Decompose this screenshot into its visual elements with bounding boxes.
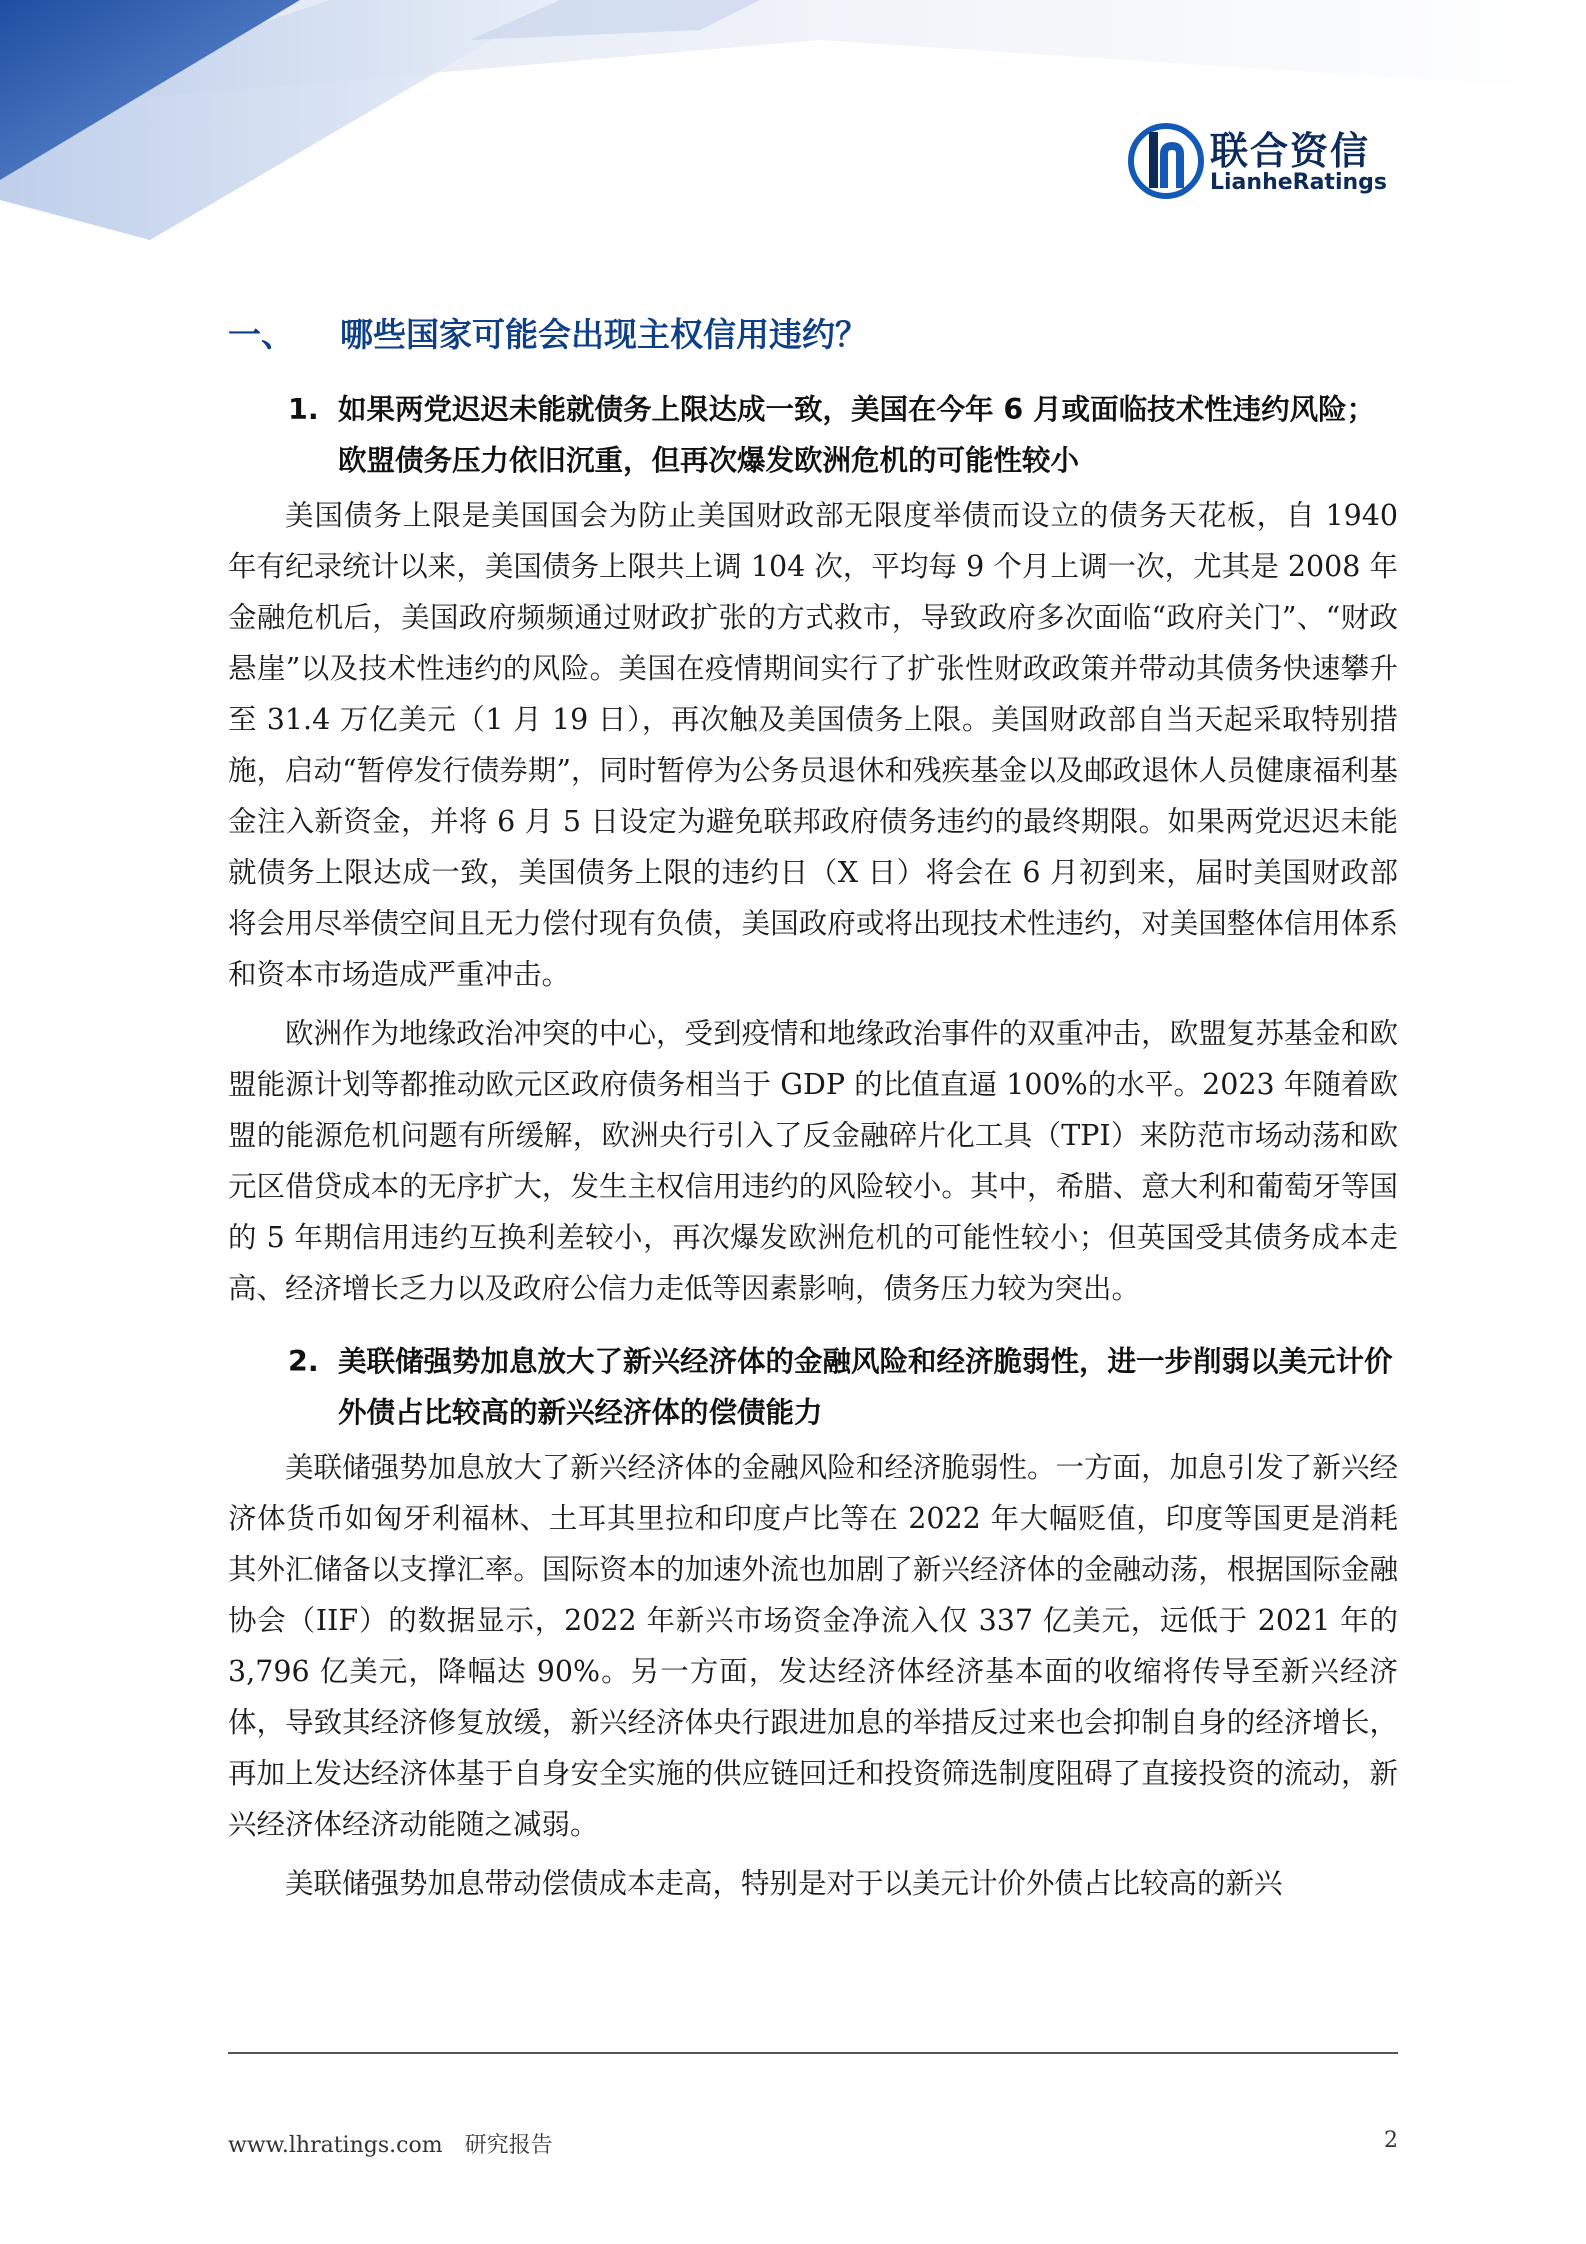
subsection-number-2: 2. (288, 1345, 319, 1378)
logo-name-cn: 联合资信 (1210, 129, 1371, 173)
logo-mark-icon (1128, 118, 1204, 204)
paragraph-us-debt-ceiling: 美国债务上限是美国国会为防止美国财政部无限度举债而设立的债务天花板，自 1940 年有纪录统计以来，美国债务上限共上调 104 次，平均每 9 个月上调一次，尤其是 2008 年金融危机后，美国政府频频通过财政扩张的方式救市，导致政府多次面临“政府关门”、“财政悬崖”以及技术性违约的风险。美国在疫情期间实行了扩张性财政政策并带动其债务快速攀升至 31.4 万亿美元（1 月 19 日），再次触及美国债务上限。美国财政部自当天起采取特别措施，启动“暂停发行债券期”，同时暂停为公务员退休和残疾基金以及邮政退休人员健康福利基金注入新资金，并将 6 月 5 日设定为避免联邦政府债务违约的最终期限。如果两党迟迟未能就债务上限达成一致，美国债务上限的违约日（X 日）将会在 6 月初到来，届时美国财政部将会用尽举债空间且无力偿付现有负债，美国政府或将出现技术性违约，对美国整体信用体系和资本市场造成严重冲击。 (228, 499, 1398, 991)
paragraph-europe-debt: 欧洲作为地缘政治冲突的中心，受到疫情和地缘政治事件的双重冲击，欧盟复苏基金和欧盟能源计划等都推动欧元区政府债务相当于 GDP 的比值直逼 100%的水平。2023 年随着欧盟的能源危机问题有所缓解，欧洲央行引入了反金融碎片化工具（TPI）来防范市场动荡和欧元区借贷成本的无序扩大，发生主权信用违约的风险较小。其中，希腊、意大利和葡萄牙等国的 5 年期信用违约互换利差较小，再次爆发欧洲危机的可能性较小；但英国受其债务成本走高、经济增长乏力以及政府公信力走低等因素影响，债务压力较为突出。 (228, 1017, 1398, 1305)
document-body (228, 306, 1398, 1917)
subsection-title-1: 如果两党迟迟未能就债务上限达成一致，美国在今年 6 月或面临技术性违约风险；欧盟债务压力依旧沉重，但再次爆发欧洲危机的可能性较小 (338, 393, 1376, 477)
logo-name-en: LianheRatings (1210, 170, 1387, 195)
paragraph-debt-service-cost: 美联储强势加息带动偿债成本走高，特别是对于以美元计价外债占比较高的新兴 (285, 1867, 1283, 1900)
footer-doc-type: 研究报告 (464, 2133, 553, 2158)
lianhe-ratings-logo (1128, 118, 1418, 208)
footer-website-link[interactable]: www.lhratings.com (228, 2133, 443, 2158)
page-number: 2 (1384, 2128, 1398, 2153)
subsection-number-1: 1. (288, 393, 319, 426)
subsection-heading-1 (288, 384, 1398, 486)
subsection-heading-2 (288, 1336, 1398, 1438)
subsection-title-2: 美联储强势加息放大了新兴经济体的金融风险和经济脆弱性，进一步削弱以美元计价外债占比较高的新兴经济体的偿债能力 (338, 1345, 1393, 1429)
section-number: 一、 (228, 314, 294, 354)
footer-divider (228, 2052, 1398, 2054)
footer-left (228, 2128, 553, 2159)
section-heading (228, 306, 1398, 358)
paragraph-fed-rate-hikes: 美联储强势加息放大了新兴经济体的金融风险和经济脆弱性。一方面，加息引发了新兴经济体货币如匈牙利福林、土耳其里拉和印度卢比等在 2022 年大幅贬值，印度等国更是消耗其外汇储备以支撑汇率。国际资本的加速外流也加剧了新兴经济体的金融动荡，根据国际金融协会（IIF）的数据显示，2022 年新兴市场资金净流入仅 337 亿美元，远低于 2021 年的 3,796 亿美元，降幅达 90%。另一方面，发达经济体经济基本面的收缩将传导至新兴经济体，导致其经济修复放缓，新兴经济体央行跟进加息的举措反过来也会抑制自身的经济增长，再加上发达经济体基于自身安全实施的供应链回迁和投资筛选制度阻碍了直接投资的流动，新兴经济体经济动能随之减弱。 (228, 1451, 1398, 1841)
section-title: 哪些国家可能会出现主权信用违约？ (340, 314, 868, 354)
